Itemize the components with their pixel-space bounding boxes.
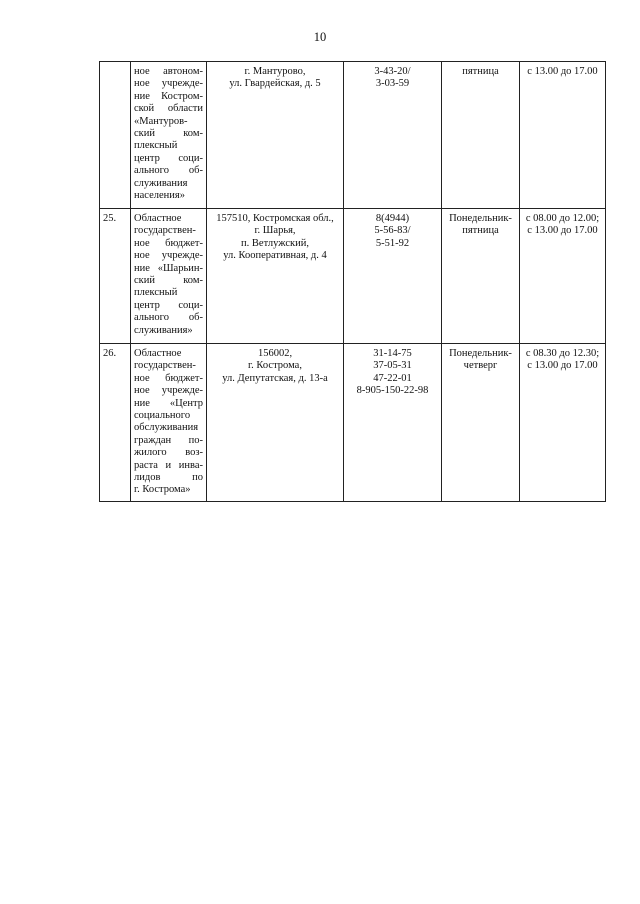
days-line: пятница	[462, 225, 499, 237]
address-line: г. Мантурово,	[244, 66, 306, 77]
name-line: г. Кострома»	[134, 484, 191, 496]
working-hours	[520, 62, 606, 209]
page-number: 10	[313, 30, 327, 44]
row-number: 25.	[100, 209, 131, 344]
organization-phones	[344, 344, 442, 502]
organization-name	[131, 62, 207, 209]
name-line: ального об-	[134, 165, 203, 177]
name-line: Областное	[134, 213, 182, 224]
name-line: «Мантуров-	[134, 115, 188, 127]
phone-line: 47-22-01	[373, 372, 412, 384]
organization-phones	[344, 62, 442, 209]
address-line: 157510, Костромская обл.,	[216, 213, 334, 224]
days-line: Понедельник-	[449, 348, 512, 359]
name-line: ние Костром-	[134, 90, 203, 102]
table-row	[100, 62, 606, 209]
name-line: ное учрежде-	[134, 250, 203, 262]
name-line: социального	[134, 410, 191, 422]
name-line: ального об-	[134, 312, 203, 324]
row-number: 26.	[100, 344, 131, 502]
name-line: обслуживания	[134, 422, 199, 434]
name-line: ский ком-	[134, 275, 203, 287]
name-line: ский ком-	[134, 128, 203, 140]
phone-line: 5-56-83/	[374, 225, 411, 237]
phone-line: 3-03-59	[375, 78, 410, 90]
organization-address	[207, 344, 344, 502]
phone-line: 5-51-92	[375, 237, 410, 249]
address-line: п. Ветлужский,	[241, 237, 309, 249]
working-hours	[520, 344, 606, 502]
organization-address	[207, 209, 344, 344]
working-days	[442, 62, 520, 209]
days-line: пятница	[462, 66, 499, 77]
name-line: граждан по-	[134, 434, 203, 446]
hours-line: с 08.30 до 12.30;	[525, 348, 600, 359]
phone-line: 31-14-75	[373, 348, 412, 359]
name-line: государствен-	[134, 360, 196, 372]
address-line: г. Кострома,	[248, 360, 302, 372]
name-line: ное бюджет-	[134, 372, 203, 384]
days-line: четверг	[463, 360, 498, 372]
name-line: Областное	[134, 348, 182, 359]
organization-address	[207, 62, 344, 209]
working-days	[442, 209, 520, 344]
address-line: ул. Депутатская, д. 13-а	[222, 372, 328, 384]
row-number	[100, 62, 131, 209]
phone-line: 8-905-150-22-98	[356, 385, 429, 397]
name-line: центр соци-	[134, 152, 203, 164]
phone-line: 8(4944)	[375, 213, 410, 224]
days-line: Понедельник-	[449, 213, 512, 224]
name-line: служивания	[134, 177, 188, 189]
table-row	[100, 344, 606, 502]
name-line: государствен-	[134, 225, 196, 237]
name-line: жилого воз-	[134, 447, 203, 459]
address-line: 156002,	[257, 348, 293, 359]
hours-line: с 13.00 до 17.00	[527, 360, 598, 372]
hours-line: с 13.00 до 17.00	[527, 66, 598, 77]
name-line: ние «Шарьин-	[134, 262, 203, 274]
address-line: ул. Кооперативная, д. 4	[223, 250, 327, 262]
name-line: ное учрежде-	[134, 385, 203, 397]
name-line: центр соци-	[134, 299, 203, 311]
name-line: населения»	[134, 190, 185, 202]
name-line: ное бюджет-	[134, 237, 203, 249]
working-days	[442, 344, 520, 502]
name-line: служивания»	[134, 324, 193, 336]
address-line: ул. Гвардейская, д. 5	[229, 78, 321, 90]
address-line: г. Шарья,	[254, 225, 296, 237]
name-line: ской области	[134, 103, 203, 115]
name-line: плексный	[134, 140, 178, 152]
name-line: раста и инва-	[134, 459, 203, 471]
table-row	[100, 209, 606, 344]
organization-name	[131, 209, 207, 344]
name-line: лидов по	[134, 472, 203, 484]
hours-line: с 13.00 до 17.00	[527, 225, 598, 237]
working-hours	[520, 209, 606, 344]
organization-phones	[344, 209, 442, 344]
name-line: ное автоном-	[134, 66, 203, 77]
organization-name	[131, 344, 207, 502]
name-line: ние «Центр	[134, 397, 203, 409]
name-line: ное учрежде-	[134, 78, 203, 90]
phone-line: 3-43-20/	[374, 66, 411, 77]
name-line: плексный	[134, 287, 178, 299]
hours-line: с 08.00 до 12.00;	[525, 213, 600, 224]
phone-line: 37-05-31	[373, 360, 412, 372]
organizations-table	[99, 61, 606, 502]
